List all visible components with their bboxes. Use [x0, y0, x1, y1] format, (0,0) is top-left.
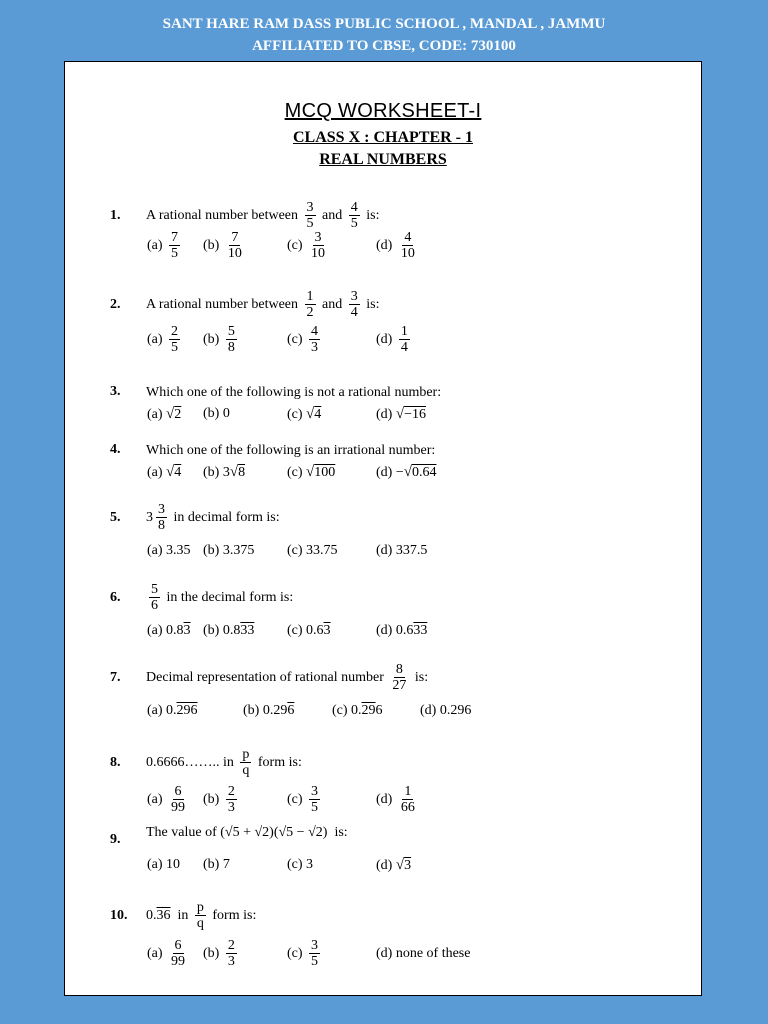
option-root: √3 — [395, 857, 412, 873]
option-prefix: − — [395, 464, 404, 480]
answer-option[interactable] — [203, 230, 247, 261]
option-label: (c) — [287, 623, 307, 638]
connector: and — [318, 207, 346, 223]
decimal-base: 0. — [351, 703, 362, 718]
option-label: (d) — [376, 543, 396, 558]
answer-option[interactable] — [376, 406, 426, 423]
option-label: (a) — [147, 703, 167, 718]
option-label: (b) — [203, 331, 223, 347]
option-fraction: 2 3 — [227, 784, 235, 815]
answer-option[interactable] — [376, 324, 413, 355]
fraction: p q — [196, 900, 204, 931]
option-root: √0.64 — [403, 464, 437, 480]
answer-option[interactable] — [287, 230, 330, 261]
fraction: 3 5 — [306, 200, 314, 231]
mixed-whole: 3 — [146, 509, 153, 525]
option-label: (a) — [147, 623, 167, 638]
answer-option[interactable] — [376, 464, 436, 481]
option-label: (c) — [287, 464, 307, 480]
option-label: (b) — [203, 543, 223, 558]
option-value: 337.5 — [395, 543, 428, 558]
answer-option[interactable] — [203, 784, 240, 815]
question-stem: Which one of the following is an irrational number: — [146, 443, 436, 458]
question-text — [146, 582, 293, 613]
question-number: 8. — [110, 755, 121, 770]
option-label: (a) — [147, 406, 167, 422]
option-root: √8 — [229, 464, 246, 480]
option-value: 0 — [222, 406, 230, 421]
decimal-base: 0. — [146, 907, 157, 923]
option-fraction: 3 10 — [311, 230, 326, 261]
option-fraction: 3 5 — [311, 938, 319, 969]
answer-option[interactable] — [287, 938, 323, 969]
option-label: (a) — [147, 791, 167, 807]
answer-option[interactable] — [376, 946, 470, 962]
repeating-digits: 36 — [156, 907, 171, 923]
answer-option[interactable] — [203, 324, 240, 355]
fraction: 1 2 — [306, 289, 314, 320]
repeating-digits: 3 — [183, 623, 191, 638]
option-label: (b) — [203, 857, 223, 872]
fraction: 3 8 — [158, 502, 165, 533]
option-label: (d) — [376, 331, 396, 347]
answer-option[interactable] — [332, 703, 383, 719]
question-suffix: form is: — [208, 907, 257, 923]
decimal-base: 0.8 — [222, 623, 241, 638]
answer-option[interactable] — [203, 464, 245, 481]
option-fraction: 2 3 — [227, 938, 235, 969]
question-suffix: is: — [362, 296, 380, 312]
question-text — [146, 662, 428, 693]
question-suffix: in decimal form is: — [170, 509, 280, 525]
option-fraction: 3 5 — [311, 784, 319, 815]
option-label: (a) — [147, 237, 167, 253]
option-label: (d) — [376, 791, 396, 807]
answer-option[interactable] — [203, 623, 254, 639]
option-label: (b) — [203, 464, 223, 480]
option-value: 3.35 — [166, 543, 191, 558]
option-label: (b) — [203, 791, 223, 807]
question-stem: A rational number between — [146, 207, 302, 223]
option-value: 10 — [166, 857, 181, 872]
question-number: 10. — [110, 908, 128, 923]
worksheet-page — [64, 61, 702, 996]
answer-option[interactable] — [147, 623, 191, 639]
option-fraction: 6 99 — [171, 784, 186, 815]
question-text — [146, 200, 379, 231]
option-value: 3 — [306, 857, 314, 872]
question-text — [146, 289, 379, 320]
answer-option[interactable] — [287, 623, 331, 639]
option-label: (a) — [147, 464, 167, 480]
option-fraction: 4 10 — [400, 230, 415, 261]
option-value: none of these — [395, 946, 471, 961]
option-fraction: 5 8 — [227, 324, 235, 355]
option-label: (a) — [147, 543, 167, 558]
option-root: √4 — [166, 464, 182, 480]
option-value: 33.75 — [306, 543, 338, 558]
answer-option[interactable] — [203, 543, 254, 559]
answer-option[interactable] — [287, 857, 313, 873]
option-label: (c) — [287, 331, 307, 347]
option-root: √−16 — [395, 406, 426, 422]
repeating-digits: 3 — [323, 623, 331, 638]
option-root: √4 — [306, 406, 322, 422]
decimal-base: 0.6 — [395, 623, 414, 638]
answer-option[interactable] — [147, 857, 180, 873]
question-number: 2. — [110, 297, 121, 312]
answer-option[interactable] — [243, 703, 294, 719]
option-label: (a) — [147, 331, 167, 347]
expression: (√5 + √2)(√5 − √2) — [220, 825, 331, 840]
question-number: 9. — [110, 832, 121, 847]
decimal-base: 0.6 — [306, 623, 324, 638]
worksheet-title: MCQ WORKSHEET-I — [284, 100, 482, 122]
question-stem: Decimal representation of rational number — [146, 669, 388, 685]
school-name: SANT HARE RAM DASS PUBLIC SCHOOL , MANDAL , JAMMU — [162, 16, 606, 32]
option-label: (c) — [287, 543, 307, 558]
question-text — [146, 442, 435, 460]
answer-option[interactable] — [376, 543, 427, 559]
answer-option[interactable] — [287, 543, 338, 559]
chapter-name: REAL NUMBERS — [319, 151, 447, 168]
answer-option[interactable] — [420, 703, 471, 719]
option-label: (d) — [376, 464, 396, 480]
option-value: 3.375 — [222, 543, 255, 558]
option-label: (b) — [203, 945, 223, 961]
question-text — [146, 747, 302, 778]
decimal-base: 0.29 — [262, 703, 288, 718]
option-fraction: 7 5 — [171, 230, 179, 261]
repeating-digits: 33 — [240, 623, 255, 638]
fraction: 3 4 — [350, 289, 358, 320]
question-stem: The value of — [146, 825, 221, 840]
option-label: (d) — [376, 406, 396, 422]
answer-option[interactable] — [287, 406, 321, 423]
fraction: 5 6 — [151, 582, 158, 613]
option-value: 7 — [222, 857, 230, 872]
question-stem: Which one of the following is not a rational number: — [146, 385, 442, 400]
answer-option[interactable] — [376, 857, 411, 874]
option-value: 0.296 — [439, 703, 472, 718]
answer-option[interactable] — [147, 406, 181, 423]
question-text — [146, 502, 280, 533]
question-stem: 0.6666…….. in — [146, 754, 238, 770]
answer-option[interactable] — [147, 543, 191, 559]
question-suffix: is: — [411, 669, 429, 685]
question-number: 4. — [110, 442, 121, 457]
decimal-tail: 6 — [375, 703, 383, 718]
option-label: (c) — [287, 406, 307, 422]
option-label: (d) — [376, 623, 396, 638]
option-label: (c) — [287, 857, 307, 872]
answer-option[interactable] — [147, 230, 183, 261]
option-label: (d) — [420, 703, 440, 718]
answer-option[interactable] — [287, 784, 323, 815]
option-fraction: 1 66 — [400, 784, 415, 815]
answer-option[interactable] — [147, 938, 190, 969]
question-suffix: in the decimal form is: — [163, 589, 294, 605]
fraction: p q — [242, 747, 250, 778]
option-label: (b) — [203, 623, 223, 638]
answer-option[interactable] — [376, 784, 420, 815]
class-chapter-line: CLASS X : CHAPTER - 1 — [292, 129, 473, 146]
option-label: (b) — [203, 406, 223, 421]
option-label: (a) — [147, 857, 167, 872]
option-label: (a) — [147, 945, 167, 961]
decimal-base: 0.8 — [166, 623, 184, 638]
option-fraction: 6 99 — [171, 938, 186, 969]
question-suffix: is: — [330, 825, 348, 840]
answer-option[interactable] — [147, 464, 181, 481]
answer-option[interactable] — [147, 784, 190, 815]
question-number: 7. — [110, 670, 121, 685]
repeating-digits: 296 — [176, 703, 198, 718]
option-prefix: 3 — [222, 464, 230, 480]
option-label: (b) — [203, 237, 223, 253]
answer-option[interactable] — [376, 230, 420, 261]
option-label: (d) — [376, 237, 396, 253]
affiliation-line: AFFILIATED TO CBSE, CODE: 730100 — [252, 38, 516, 54]
sp — [171, 907, 178, 925]
answer-option[interactable] — [147, 703, 198, 719]
fraction: 4 5 — [350, 200, 358, 231]
answer-option[interactable] — [203, 857, 230, 873]
fraction: 8 27 — [392, 662, 407, 693]
option-root: √100 — [306, 464, 336, 480]
option-label: (c) — [287, 791, 307, 807]
answer-option[interactable] — [376, 623, 427, 639]
question-text — [146, 900, 256, 931]
repeating-digits: 29 — [361, 703, 376, 718]
option-label: (d) — [376, 857, 396, 873]
option-label: (b) — [243, 703, 263, 718]
answer-option[interactable] — [287, 324, 323, 355]
connector: and — [318, 296, 346, 312]
repeating-digits: 6 — [287, 703, 295, 718]
question-suffix: is: — [362, 207, 380, 223]
option-fraction: 4 3 — [311, 324, 319, 355]
question-number: 1. — [110, 208, 121, 223]
question-text — [146, 384, 441, 402]
answer-option[interactable] — [203, 938, 240, 969]
question-stem: A rational number between — [146, 296, 302, 312]
question-number: 6. — [110, 590, 121, 605]
answer-option[interactable] — [287, 464, 335, 481]
option-fraction: 2 5 — [171, 324, 179, 355]
option-fraction: 7 10 — [227, 230, 242, 261]
question-suffix: form is: — [254, 754, 302, 770]
option-label: (c) — [287, 945, 307, 961]
question-number: 3. — [110, 384, 121, 399]
option-label: (d) — [376, 946, 396, 961]
question-text — [146, 824, 348, 842]
repeating-digits: 33 — [413, 623, 428, 638]
option-label: (c) — [332, 703, 352, 718]
answer-option[interactable] — [203, 406, 230, 422]
decimal-base: 0. — [166, 703, 177, 718]
question-number: 5. — [110, 510, 121, 525]
option-root: √2 — [166, 406, 182, 422]
answer-option[interactable] — [147, 324, 183, 355]
connector: in — [177, 907, 192, 923]
option-label: (c) — [287, 237, 307, 253]
option-fraction: 1 4 — [400, 324, 408, 355]
